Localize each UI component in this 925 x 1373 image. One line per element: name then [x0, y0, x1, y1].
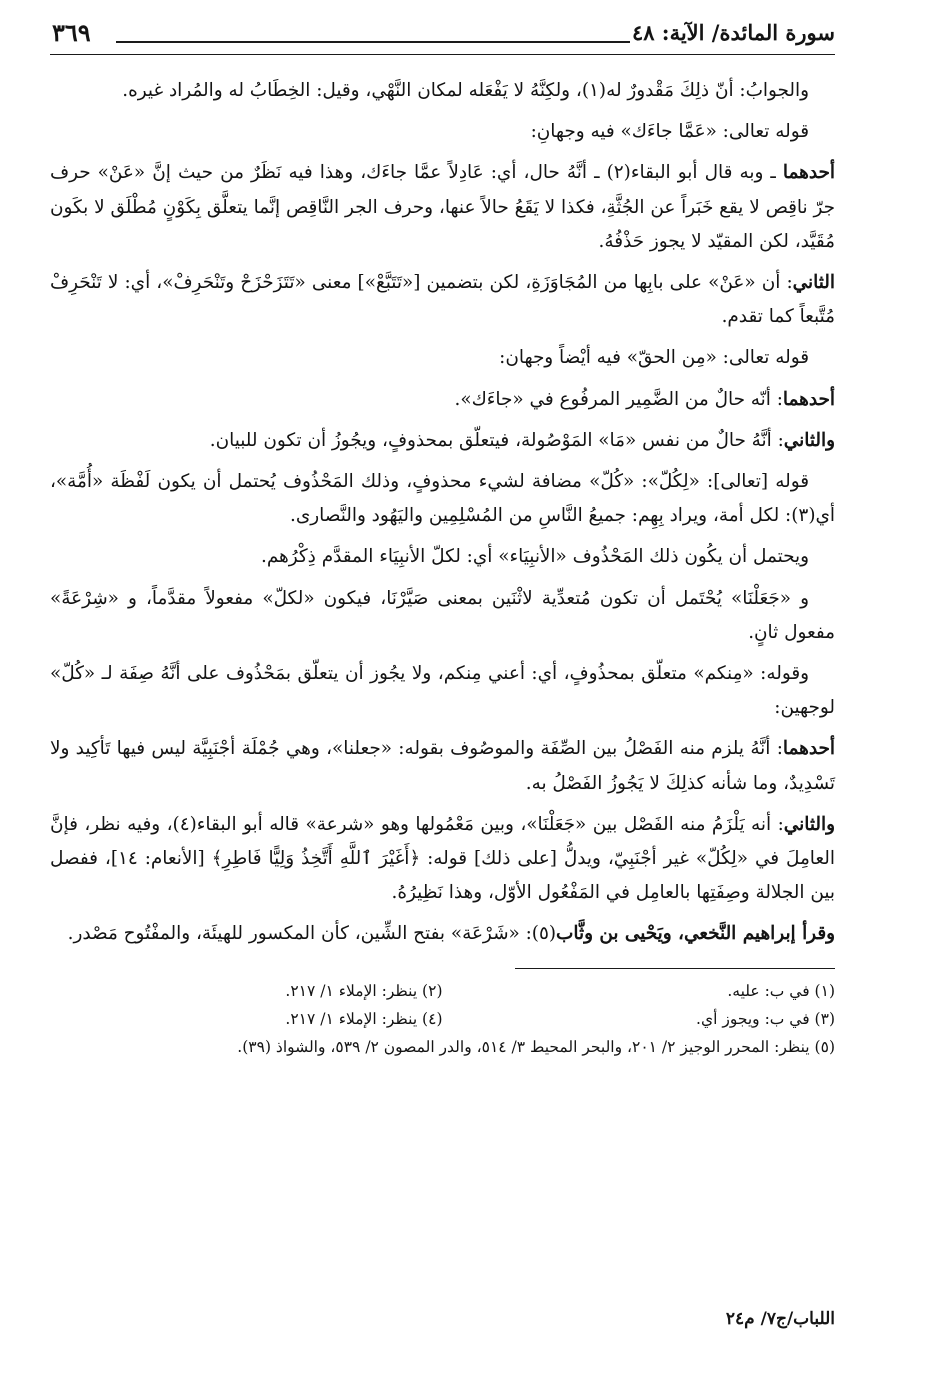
footnote-row	[50, 977, 835, 1005]
footnote-3: (٣) في ب: ويجوز أي.	[696, 1009, 835, 1028]
paragraph-verse-1: قوله تعالى: «عَمَّا جاءَك» فيه وجهانِ:	[530, 121, 809, 143]
paragraph-first-view	[50, 156, 835, 259]
paragraph-label: والثاني	[783, 813, 835, 835]
paragraph-label: وقرأ إبراهيم النَّخعي، ويَحْيى بن وثَّاب	[556, 923, 835, 945]
footnote-row	[50, 1005, 835, 1033]
page	[50, 14, 835, 1373]
paragraph-minkum: وقوله: «مِنكم» متعلّق بمحذُوفٍ، أي: أعني مِنكم، ولا يجُوز أن يتعلّق بمَحْذُوف على أنَّهُ صِفَة لـ «كُلّ» لوجهين:	[50, 663, 835, 719]
footnote-4: (٤) ينظر: الإملاء ١/ ٢١٧.	[285, 1009, 443, 1028]
footnote-rule	[515, 968, 835, 969]
running-title: سورة المائدة/ الآية: ٤٨	[631, 20, 835, 45]
paragraph-text: : أنَّهُ يلزم منه الفَصْلُ بين الصِّفَة والموصُوف بقوله: «جعلنا»، وهي جُمْلَة أجْنَبِيَّة ليس فيها تَأكِيد ولا تَسْدِيدٌ، وما شأنه كذلِكَ لا يَجُوزُ الفَصْلُ به.	[50, 738, 835, 794]
page-number: ٣٦٩	[52, 18, 91, 47]
paragraph-second-reason	[50, 808, 835, 911]
footnote-5: (٥) ينظر: المحرر الوجيز ٢/ ٢٠١، والبحر المحيط ٣/ ٥١٤، والدر المصون ٢/ ٥٣٩، والشواذ (٣٩).	[237, 1037, 835, 1056]
paragraph-label: والثاني	[783, 429, 835, 451]
paragraph-verse-2: قوله تعالى: «مِن الحقّ» فيه أيْضاً وجهان:	[499, 347, 809, 369]
footnotes	[50, 977, 835, 1061]
paragraph-second-view-2	[50, 424, 835, 458]
paragraph-label: أحدهما	[782, 388, 835, 410]
paragraph-first-view-2	[50, 383, 835, 417]
signature-mark: اللباب/ج٧/ م٢٤	[725, 1309, 835, 1329]
paragraph-text: : أن «عَنْ» على بابِها من المُجَاوَزَةِ، لكن بتضمين [«تَتَبَّعْ»] معنى «تَتَزَحْزَحْ وتَنْحَرِفْ»، أي: لا تَنْحَرِفْ مُتَّبعاً كما تقدم.	[50, 272, 835, 328]
paragraph-likul: قوله [تعالى]: «لِكُلّ»: «كُلّ» مضافة لشيء محذوفٍ، وذلك المَحْذُوف يُحتمل أن يكون لَفْظَة «أُمَّة»، أي(٣): لكل أمة، ويراد بِهِم: جميعُ النَّاسِ من المُسْلِمِين واليَهُود والنَّصارى.	[50, 471, 835, 527]
paragraph-text: : أنّه حالٌ من الضَّمِير المرفُوع في «جاءَك».	[454, 388, 783, 410]
header-underline	[50, 54, 835, 55]
paragraph-label: أحدهما	[782, 738, 835, 760]
main-text	[50, 74, 835, 952]
paragraph-text: : أنَّهُ حالٌ من نفس «مَا» المَوْصُولة، فيتعلّق بمحذوفٍ، ويجُوزُ أن تكون للبيان.	[209, 429, 784, 451]
footnote-2: (٢) ينظر: الإملاء ١/ ٢١٧.	[285, 981, 443, 1000]
paragraph-text: ـ وبه قال أبو البقاء(٢) ـ أنَّهُ حال، أي: عَادِلاً عمَّا جاءَك، وهذا فيه نَظَرٌ من حيث إنَّ «عَنْ» حرف جرّ ناقِص لا يقع خَبَراً عن الجُثَّةِ، فكذا لا يَقَعُ حالاً عنها، وحرف الجر النَّاقِص إنَّما يتعلَّق بِكَوْنٍ مُطْلَق لا بكَون مُقَيَّد، لكن المقيّد لا يجوز حَذْفُهُ.	[50, 162, 835, 252]
paragraph-text: (٥): «شَرْعَة» بفتح الشِّين، كأن المكسور للهيئَة، والمفْتُوح مَصْدر.	[67, 923, 557, 945]
paragraph-second-view	[50, 266, 835, 334]
footnote-1: (١) في ب: عليه.	[727, 981, 835, 1000]
paragraph-jaalna: و «جَعَلْنَا» يُحْتَمل أن تكون مُتعدِّية لاثْنَين بمعنى صَيَّرْنَا، فيكون «لكلّ» مفعولاً مقدَّماً، و «شِرْعَةً» مفعول ثانٍ.	[50, 587, 835, 643]
paragraph-reading	[50, 917, 835, 951]
paragraph-answer: والجوابُ: أنّ ذلِكَ مَقْدورٌ له(١)، ولكِنَّهُ لا يَفْعَله لمكان النَّهْي، وقيل: الخِطَابُ له والمُراد غيره.	[122, 80, 809, 101]
paragraph-text: : أنه يَلْزَمُ منه الفَصْل بين «جَعَلْنَا»، وبين مَعْمُولها وهو «شرعة» قاله أبو البقاء(٤)، وفيه نظر، فإنَّ العامِلَ في «لِكُلّ» غير أجْنَبِيّ، ويدلُّ [على ذلك] قوله: ﴿أَغَيْرَ ٱللَّهِ أَتَّخِذُ وَلِيًّا فَاطِرِ﴾ [الأنعام: ١٤]، ففصل بين الجلالة وصِفَتِها بالعامِل في المَفْعُول الأوّل، وهذا نَظِيرُهُ.	[50, 813, 835, 904]
paragraph-first-reason	[50, 732, 835, 800]
paragraph-prophets: ويحتمل أن يكُون ذلك المَحْذُوف «الأنبِيَاء» أي: لكلّ الأنبِيَاء المقدَّم ذِكْرُهم.	[260, 546, 809, 568]
paragraph-label: الثاني	[792, 272, 835, 294]
paragraph-label: أحدهما	[782, 162, 835, 184]
page-header	[50, 14, 835, 54]
header-rule	[116, 41, 630, 43]
